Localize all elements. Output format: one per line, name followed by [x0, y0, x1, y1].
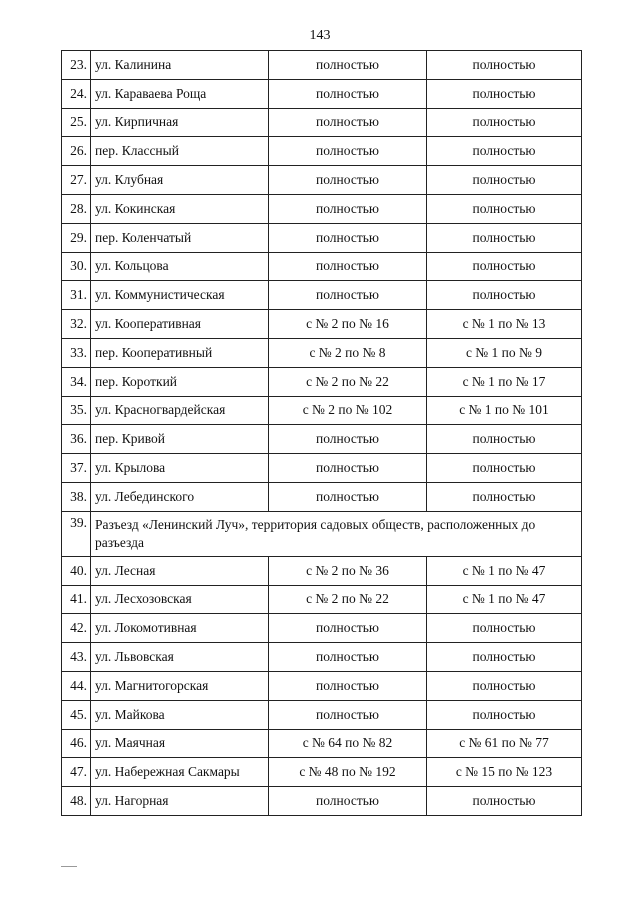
table-row [62, 671, 582, 700]
street-name: Разъезд «Ленинский Луч», территория садовых обществ, расположенных до разъезда [91, 511, 582, 556]
table-row [62, 194, 582, 223]
odd-houses: с № 1 по № 47 [427, 585, 582, 614]
even-houses: с № 64 по № 82 [269, 729, 427, 758]
row-number: 23. [62, 51, 91, 80]
row-number: 41. [62, 585, 91, 614]
table-row [62, 51, 582, 80]
table-row [62, 511, 582, 556]
row-number: 39. [62, 511, 91, 556]
row-number: 31. [62, 281, 91, 310]
row-number: 47. [62, 758, 91, 787]
row-number: 37. [62, 454, 91, 483]
row-number: 26. [62, 137, 91, 166]
street-name: ул. Лесная [91, 556, 269, 585]
table-row [62, 758, 582, 787]
odd-houses: с № 1 по № 17 [427, 367, 582, 396]
table-row [62, 223, 582, 252]
street-name: ул. Локомотивная [91, 614, 269, 643]
row-number: 24. [62, 79, 91, 108]
table-row [62, 281, 582, 310]
street-name: ул. Майкова [91, 700, 269, 729]
street-name: ул. Коммунистическая [91, 281, 269, 310]
table-row [62, 585, 582, 614]
odd-houses: полностью [427, 614, 582, 643]
table-row [62, 787, 582, 816]
street-name: пер. Кооперативный [91, 338, 269, 367]
table-row [62, 700, 582, 729]
odd-houses: полностью [427, 787, 582, 816]
table-row [62, 310, 582, 339]
even-houses: с № 2 по № 102 [269, 396, 427, 425]
even-houses: полностью [269, 425, 427, 454]
street-name: ул. Клубная [91, 166, 269, 195]
table-row [62, 166, 582, 195]
even-houses: полностью [269, 108, 427, 137]
row-number: 25. [62, 108, 91, 137]
table-row [62, 137, 582, 166]
row-number: 30. [62, 252, 91, 281]
odd-houses: полностью [427, 482, 582, 511]
table-row [62, 482, 582, 511]
even-houses: полностью [269, 700, 427, 729]
odd-houses: полностью [427, 223, 582, 252]
odd-houses: с № 1 по № 47 [427, 556, 582, 585]
row-number: 38. [62, 482, 91, 511]
odd-houses: с № 15 по № 123 [427, 758, 582, 787]
footer-mark [61, 866, 77, 867]
table-row [62, 454, 582, 483]
odd-houses: полностью [427, 671, 582, 700]
table-row [62, 79, 582, 108]
odd-houses: полностью [427, 700, 582, 729]
even-houses: полностью [269, 194, 427, 223]
table-body [62, 51, 582, 816]
odd-houses: полностью [427, 454, 582, 483]
table-row [62, 643, 582, 672]
row-number: 32. [62, 310, 91, 339]
even-houses: полностью [269, 252, 427, 281]
street-name: ул. Красногвардейская [91, 396, 269, 425]
row-number: 33. [62, 338, 91, 367]
row-number: 27. [62, 166, 91, 195]
even-houses: с № 2 по № 36 [269, 556, 427, 585]
street-name: ул. Маячная [91, 729, 269, 758]
odd-houses: полностью [427, 51, 582, 80]
street-name: ул. Кирпичная [91, 108, 269, 137]
table-row [62, 425, 582, 454]
street-name: пер. Кривой [91, 425, 269, 454]
street-name: ул. Калинина [91, 51, 269, 80]
street-name: ул. Лесхозовская [91, 585, 269, 614]
odd-houses: с № 61 по № 77 [427, 729, 582, 758]
street-name: ул. Лебединского [91, 482, 269, 511]
street-name: пер. Коленчатый [91, 223, 269, 252]
odd-houses: полностью [427, 79, 582, 108]
row-number: 48. [62, 787, 91, 816]
even-houses: полностью [269, 454, 427, 483]
table-row [62, 556, 582, 585]
street-name: ул. Крылова [91, 454, 269, 483]
row-number: 43. [62, 643, 91, 672]
street-name: ул. Кокинская [91, 194, 269, 223]
street-name: ул. Кольцова [91, 252, 269, 281]
odd-houses: с № 1 по № 101 [427, 396, 582, 425]
row-number: 46. [62, 729, 91, 758]
table-row [62, 396, 582, 425]
street-name: ул. Кооперативная [91, 310, 269, 339]
even-houses: полностью [269, 671, 427, 700]
even-houses: полностью [269, 51, 427, 80]
table-row [62, 729, 582, 758]
odd-houses: с № 1 по № 9 [427, 338, 582, 367]
odd-houses: с № 1 по № 13 [427, 310, 582, 339]
table-row [62, 614, 582, 643]
streets-table [61, 50, 582, 816]
odd-houses: полностью [427, 166, 582, 195]
even-houses: с № 2 по № 8 [269, 338, 427, 367]
row-number: 45. [62, 700, 91, 729]
even-houses: полностью [269, 614, 427, 643]
row-number: 42. [62, 614, 91, 643]
even-houses: с № 48 по № 192 [269, 758, 427, 787]
row-number: 36. [62, 425, 91, 454]
odd-houses: полностью [427, 194, 582, 223]
even-houses: полностью [269, 223, 427, 252]
street-name: ул. Львовская [91, 643, 269, 672]
even-houses: полностью [269, 166, 427, 195]
odd-houses: полностью [427, 643, 582, 672]
table-row [62, 108, 582, 137]
street-name: ул. Набережная Сакмары [91, 758, 269, 787]
row-number: 34. [62, 367, 91, 396]
row-number: 29. [62, 223, 91, 252]
odd-houses: полностью [427, 281, 582, 310]
even-houses: полностью [269, 482, 427, 511]
odd-houses: полностью [427, 425, 582, 454]
row-number: 35. [62, 396, 91, 425]
street-name: пер. Классный [91, 137, 269, 166]
table-row [62, 252, 582, 281]
page-number: 143 [309, 28, 331, 43]
even-houses: полностью [269, 137, 427, 166]
even-houses: с № 2 по № 16 [269, 310, 427, 339]
street-name: ул. Караваева Роща [91, 79, 269, 108]
row-number: 44. [62, 671, 91, 700]
row-number: 28. [62, 194, 91, 223]
even-houses: с № 2 по № 22 [269, 585, 427, 614]
odd-houses: полностью [427, 137, 582, 166]
even-houses: полностью [269, 787, 427, 816]
even-houses: с № 2 по № 22 [269, 367, 427, 396]
even-houses: полностью [269, 643, 427, 672]
table-row [62, 367, 582, 396]
odd-houses: полностью [427, 108, 582, 137]
row-number: 40. [62, 556, 91, 585]
even-houses: полностью [269, 281, 427, 310]
even-houses: полностью [269, 79, 427, 108]
street-name: ул. Нагорная [91, 787, 269, 816]
table-row [62, 338, 582, 367]
street-name: пер. Короткий [91, 367, 269, 396]
odd-houses: полностью [427, 252, 582, 281]
street-name: ул. Магнитогорская [91, 671, 269, 700]
